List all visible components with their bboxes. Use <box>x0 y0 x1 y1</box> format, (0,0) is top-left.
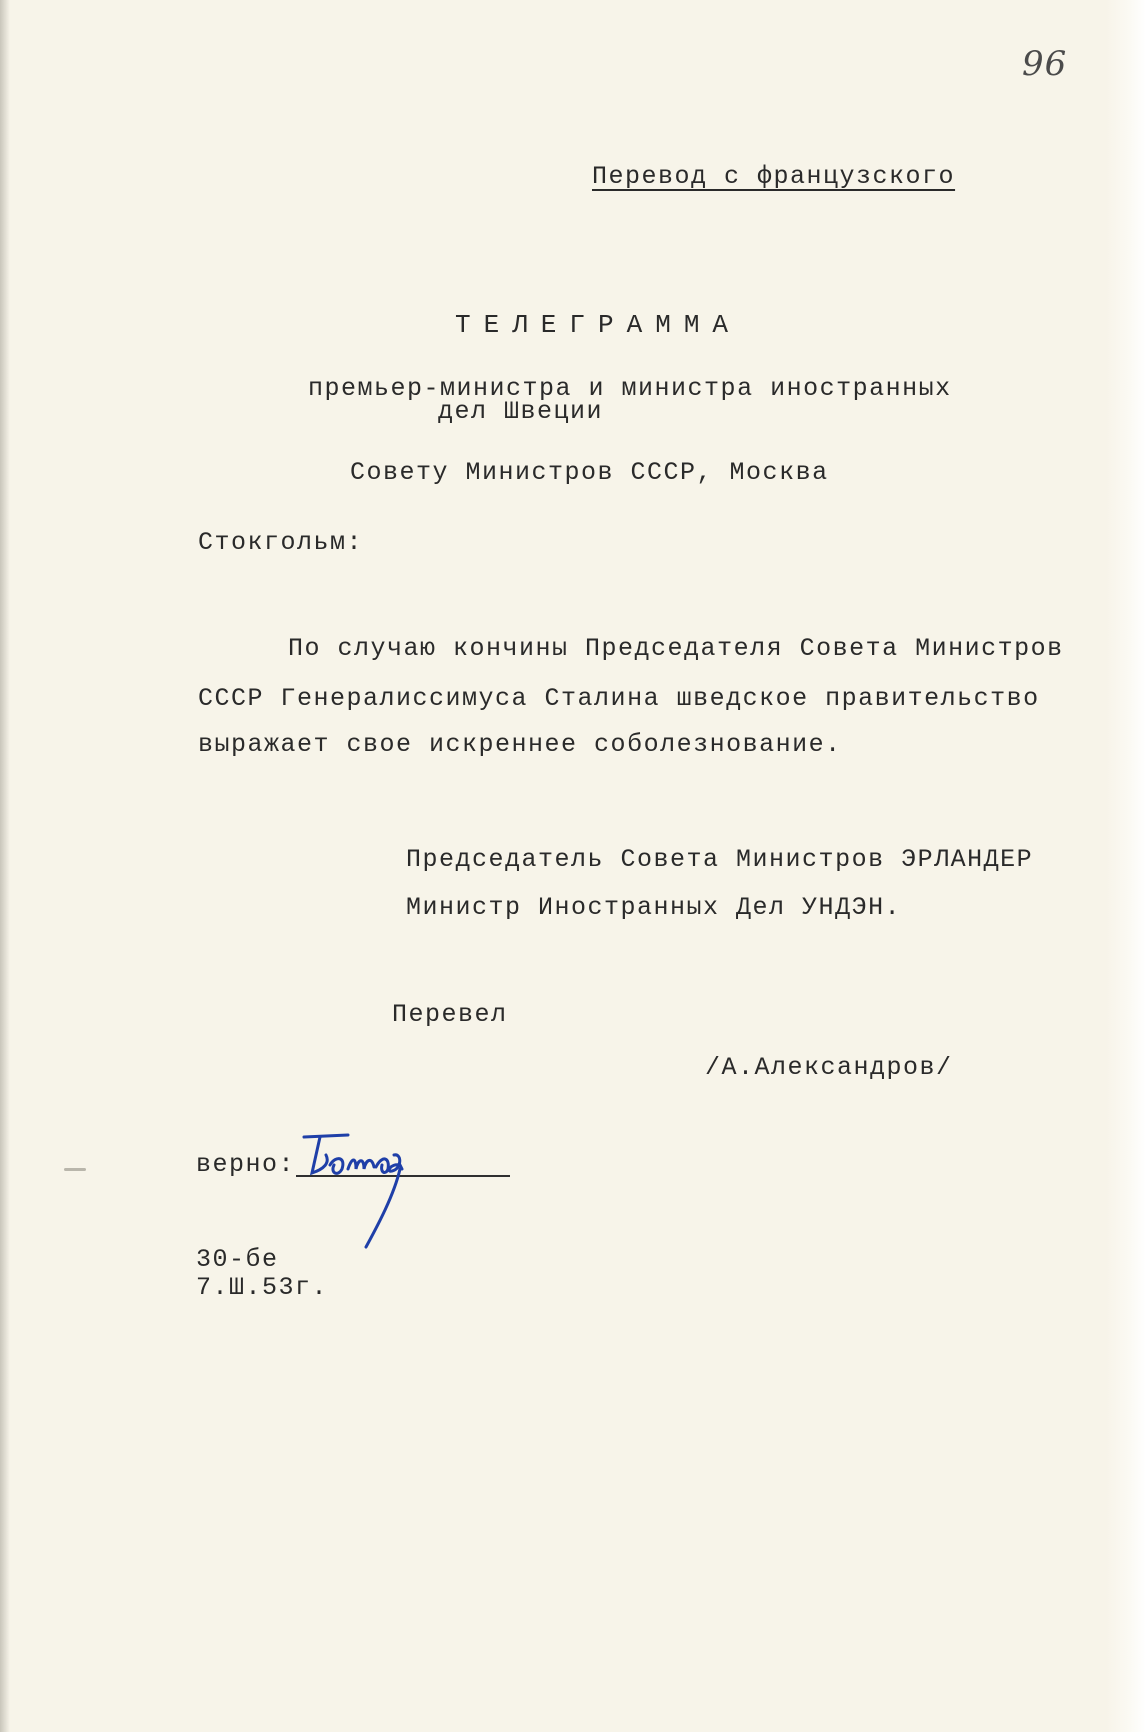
signatory-minister: Министр Иностранных Дел УНДЭН. <box>406 893 902 922</box>
body-line-2: СССР Генералиссимуса Сталина шведское правительство <box>198 684 1040 713</box>
handwritten-signature <box>290 1125 450 1255</box>
origin-city: Стокгольм: <box>198 528 364 557</box>
verified-label: верно: <box>196 1150 296 1179</box>
document-title: ТЕЛЕГРАММА <box>455 310 742 340</box>
translator-name: /А.Александров/ <box>705 1053 953 1082</box>
sender-line-1: премьер-министра и министра иностранных <box>308 374 952 403</box>
folio-number: 96 <box>1022 44 1068 84</box>
sender-line-2: дел Швеции <box>438 397 604 426</box>
document-date: 7.Ш.53г. <box>196 1273 329 1302</box>
translation-note: Перевод с французского <box>592 162 956 191</box>
page-edge-right <box>1106 0 1146 1732</box>
recipient-line: Совету Министров СССР, Москва <box>350 458 829 487</box>
page-shadow-left <box>0 0 10 1732</box>
translated-by-label: Перевел <box>392 1000 508 1029</box>
body-line-3: выражает свое искреннее соболезнование. <box>198 730 842 759</box>
signatory-chairman: Председатель Совета Министров ЭРЛАНДЕР <box>406 845 1034 874</box>
registry-code: 30-бе <box>196 1245 279 1274</box>
body-line-1: По случаю кончины Председателя Совета Министров <box>288 634 1064 663</box>
paper-mark <box>64 1168 86 1171</box>
